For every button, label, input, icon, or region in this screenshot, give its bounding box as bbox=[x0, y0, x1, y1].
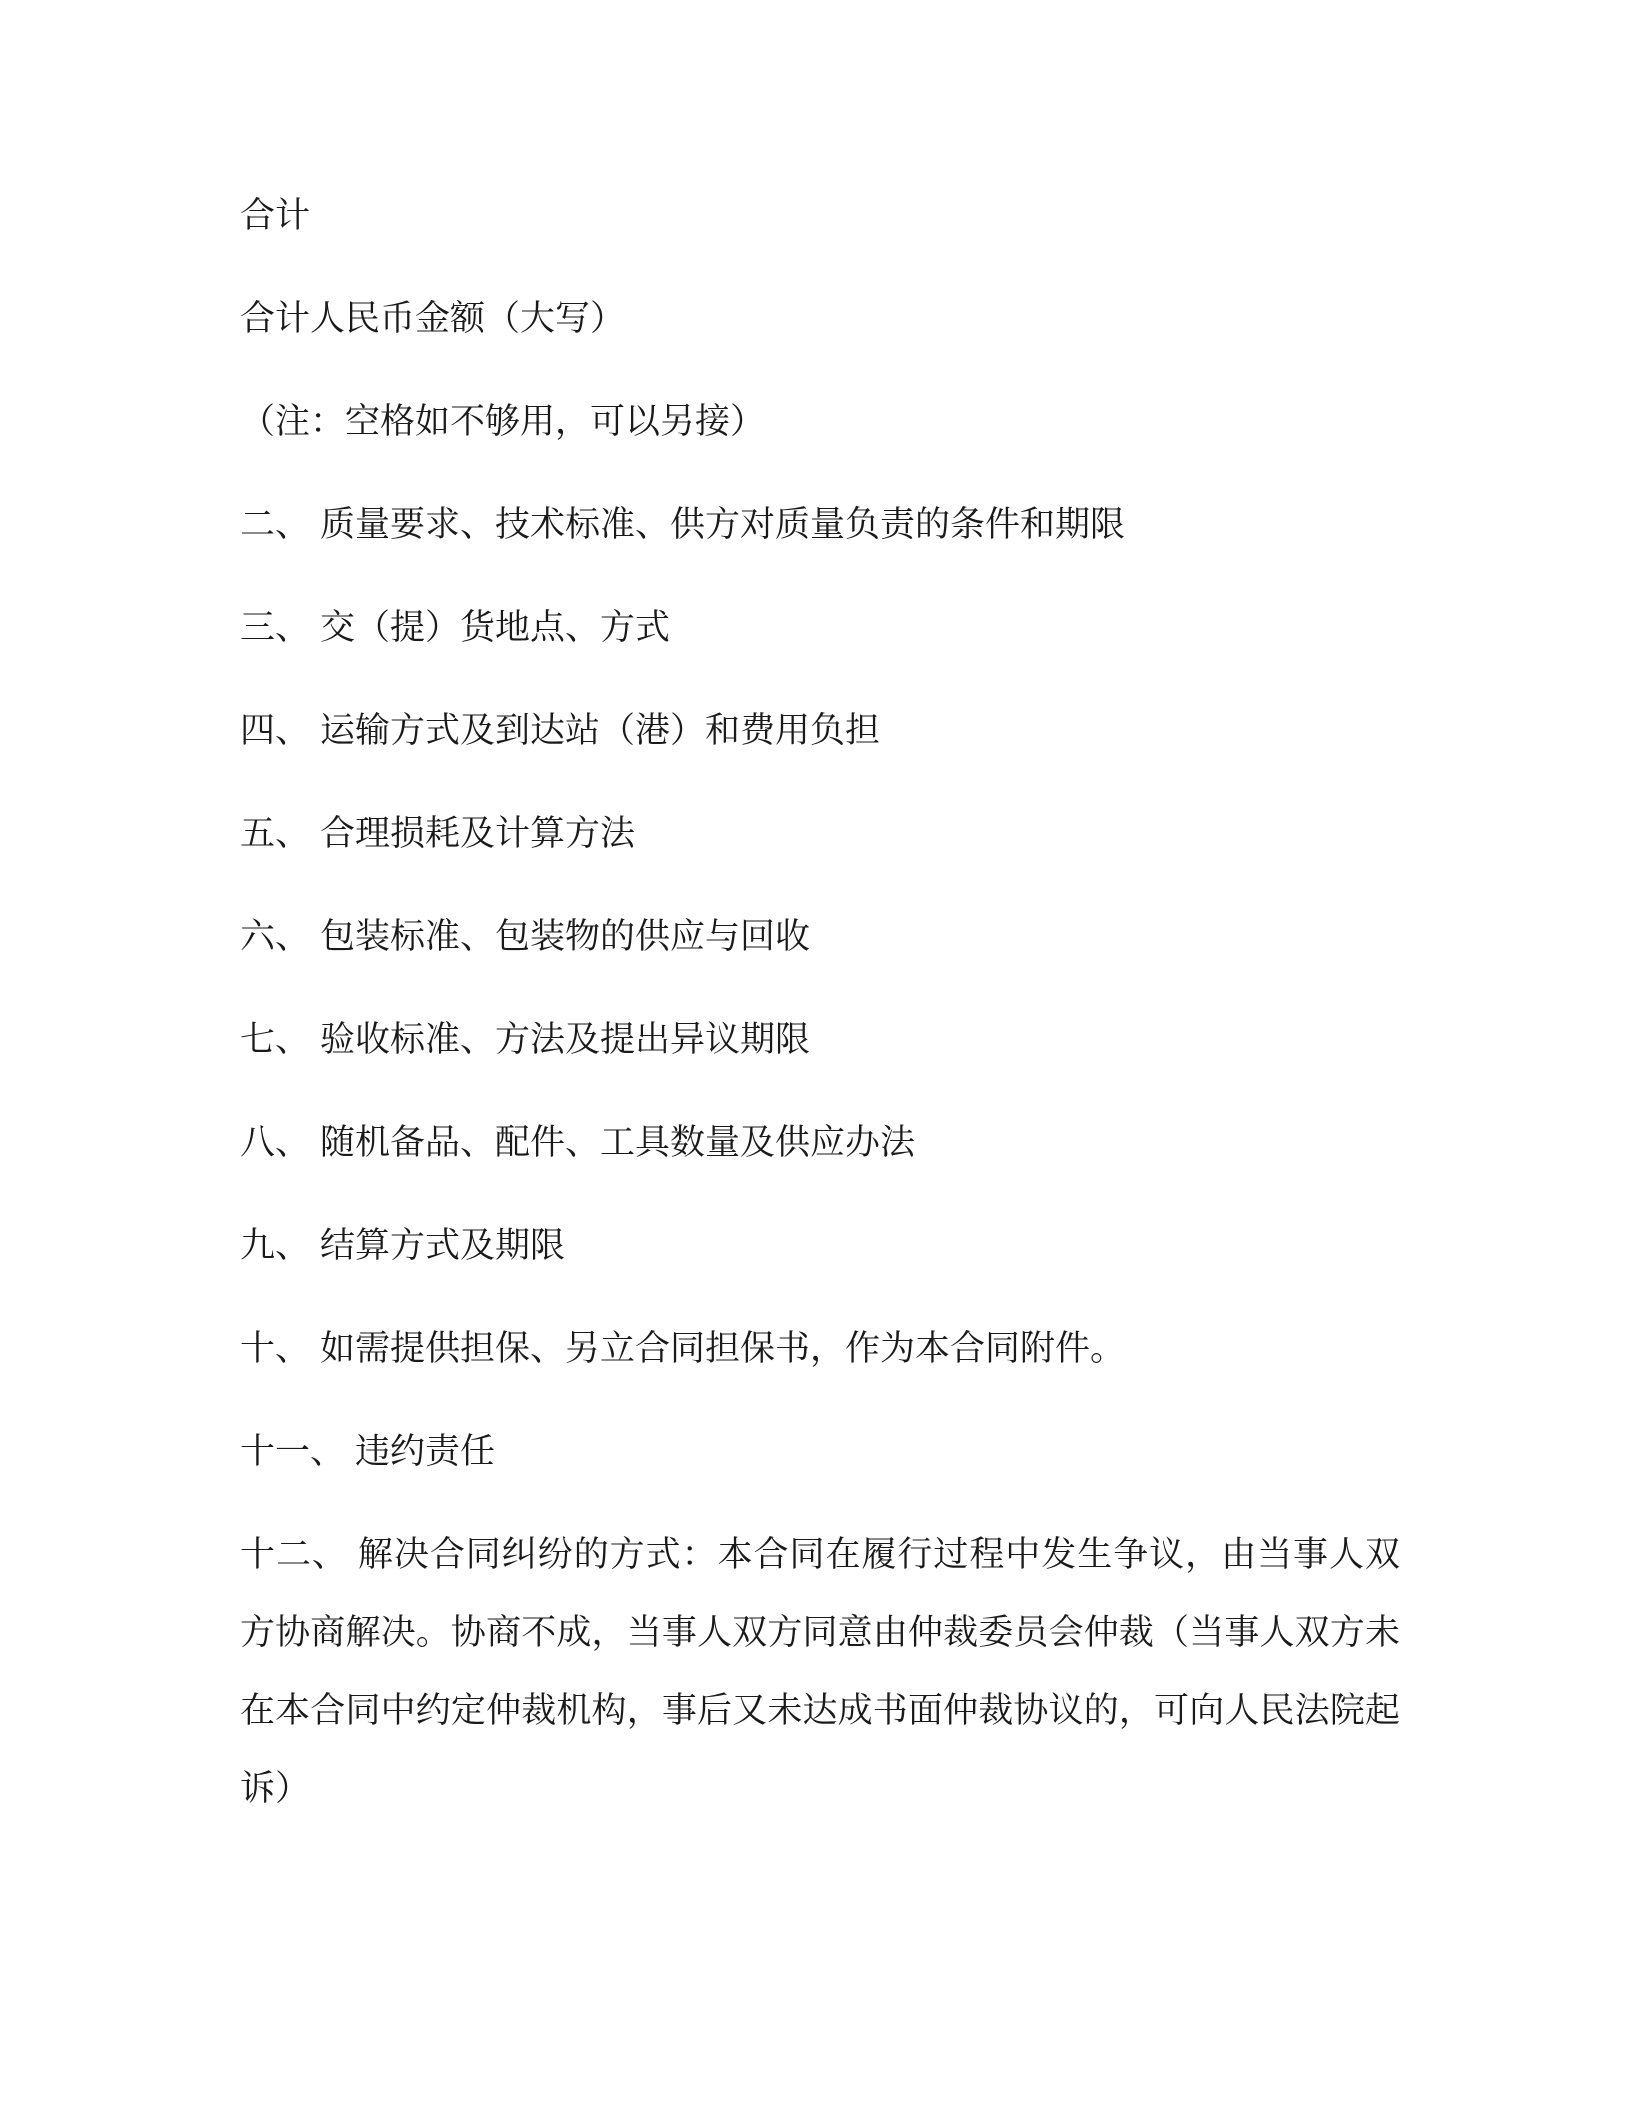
clause-text: 质量要求、技术标准、供方对质量负责的条件和期限 bbox=[320, 505, 1126, 545]
clause-text: 交（提）货地点、方式 bbox=[320, 608, 671, 648]
document-page bbox=[240, 190, 1400, 1828]
note-line: （注：空格如不够用，可以另接） bbox=[240, 402, 766, 442]
clause-7 bbox=[240, 1014, 1400, 1066]
clause-text: 运输方式及到达站（港）和费用负担 bbox=[320, 711, 881, 751]
total-line: 合计 bbox=[240, 196, 311, 236]
clause-number: 五、 bbox=[240, 814, 311, 854]
clause-number: 八、 bbox=[240, 1123, 311, 1163]
clause-text: 解决合同纠纷的方式：本合同在履行过程中发生争议，由当事人双方协商解决。协商不成，当事人双方同意由仲裁委员会仲裁（当事人双方未在本合同中约定仲裁机构，事后又未达成书面仲裁协议的，可向人民法院起诉） bbox=[240, 1535, 1400, 1809]
clause-4 bbox=[240, 705, 1400, 757]
clause-number: 四、 bbox=[240, 711, 311, 751]
clause-8 bbox=[240, 1117, 1400, 1169]
clause-number: 三、 bbox=[240, 608, 311, 648]
clause-12 bbox=[240, 1516, 1400, 1828]
clause-11 bbox=[240, 1426, 1400, 1478]
clause-number: 二、 bbox=[240, 505, 311, 545]
clause-text: 随机备品、配件、工具数量及供应办法 bbox=[320, 1123, 916, 1163]
clause-number: 九、 bbox=[240, 1226, 311, 1266]
clause-number: 六、 bbox=[240, 917, 311, 957]
clause-number: 十一、 bbox=[240, 1432, 346, 1472]
clause-text: 违约责任 bbox=[355, 1432, 496, 1472]
clause-text: 验收标准、方法及提出异议期限 bbox=[320, 1020, 811, 1060]
clause-9 bbox=[240, 1220, 1400, 1272]
clause-text: 结算方式及期限 bbox=[320, 1226, 566, 1266]
clause-10 bbox=[240, 1323, 1400, 1375]
clause-number: 七、 bbox=[240, 1020, 311, 1060]
clause-3 bbox=[240, 602, 1400, 654]
clause-5 bbox=[240, 808, 1400, 860]
clause-number: 十、 bbox=[240, 1329, 311, 1369]
clause-text: 合理损耗及计算方法 bbox=[320, 814, 636, 854]
clause-number: 十二、 bbox=[240, 1535, 348, 1575]
clause-text: 包装标准、包装物的供应与回收 bbox=[320, 917, 811, 957]
clause-6 bbox=[240, 911, 1400, 963]
clause-2 bbox=[240, 499, 1400, 551]
total-rmb-amount-line: 合计人民币金额（大写） bbox=[240, 299, 626, 339]
clause-text: 如需提供担保、另立合同担保书，作为本合同附件。 bbox=[320, 1329, 1126, 1369]
